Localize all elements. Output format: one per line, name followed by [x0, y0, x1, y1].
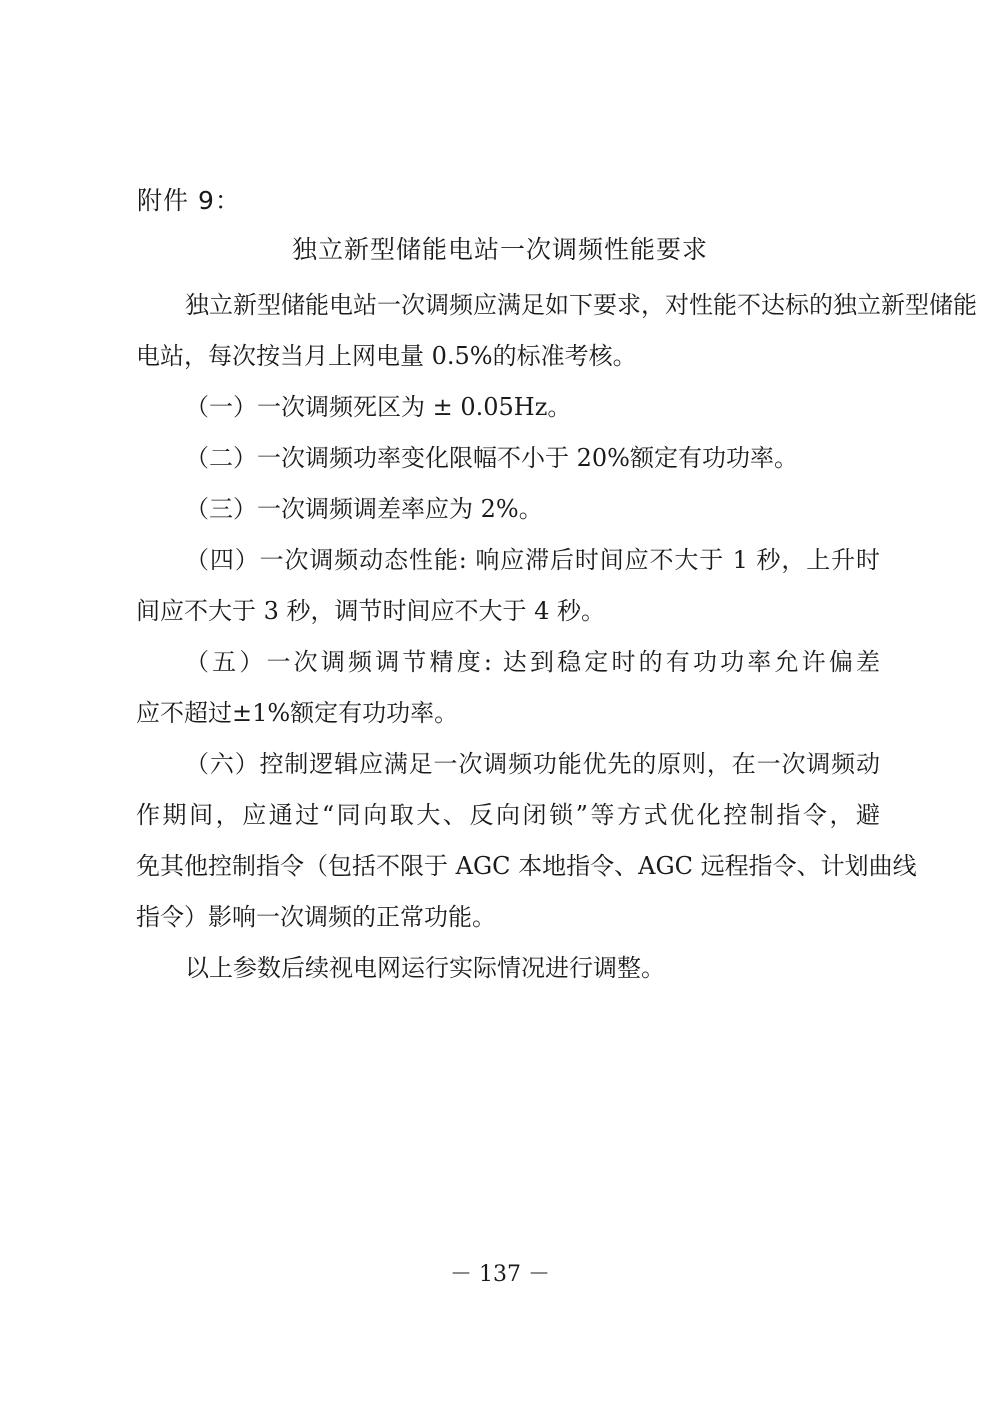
- paragraph-intro: [136, 280, 977, 382]
- paragraph-item-5: [136, 637, 880, 739]
- text-line: 指令）影响一次调频的正常功能。: [136, 903, 496, 931]
- text-line: 作期间，应通过“同向取大、反向闭锁”等方式优化控制指令，避: [136, 801, 880, 829]
- paragraph-closing: [136, 943, 880, 994]
- text-line: 以上参数后续视电网运行实际情况进行调整。: [185, 954, 665, 982]
- text-line: （六）控制逻辑应满足一次调频功能优先的原则，在一次调频动: [185, 750, 880, 778]
- text-line: （一）一次调频死区为 ± 0.05Hz。: [185, 393, 572, 421]
- text-line: 间应不大于 3 秒，调节时间应不大于 4 秒。: [136, 597, 606, 625]
- paragraph-item-1: [136, 382, 880, 433]
- text-line: （二）一次调频功率变化限幅不小于 20%额定有功功率。: [185, 444, 798, 472]
- paragraph-item-3: [136, 484, 880, 535]
- text-line: （四）一次调频动态性能: 响应滞后时间应不大于 1 秒，上升时: [185, 546, 880, 574]
- document-title: 独立新型储能电站一次调频性能要求: [291, 235, 708, 264]
- attachment-label: 附件 9：: [137, 186, 241, 215]
- text-line: 应不超过±1%额定有功功率。: [136, 699, 459, 727]
- page-number: － 137 －: [450, 1262, 550, 1287]
- document-body: [136, 280, 977, 994]
- text-line: 免其他控制指令（包括不限于 AGC 本地指令、AGC 远程指令、计划曲线: [136, 852, 917, 880]
- text-line: （三）一次调频调差率应为 2%。: [185, 495, 543, 523]
- paragraph-item-6: [136, 739, 917, 943]
- paragraph-item-4: [136, 535, 880, 637]
- text-line: 电站，每次按当月上网电量 0.5%的标准考核。: [136, 342, 637, 370]
- paragraph-item-2: [136, 433, 880, 484]
- text-line: （五）一次调频调节精度: 达到稳定时的有功功率允许偏差: [185, 648, 880, 676]
- text-line: 独立新型储能电站一次调频应满足如下要求，对性能不达标的独立新型储能: [185, 291, 977, 319]
